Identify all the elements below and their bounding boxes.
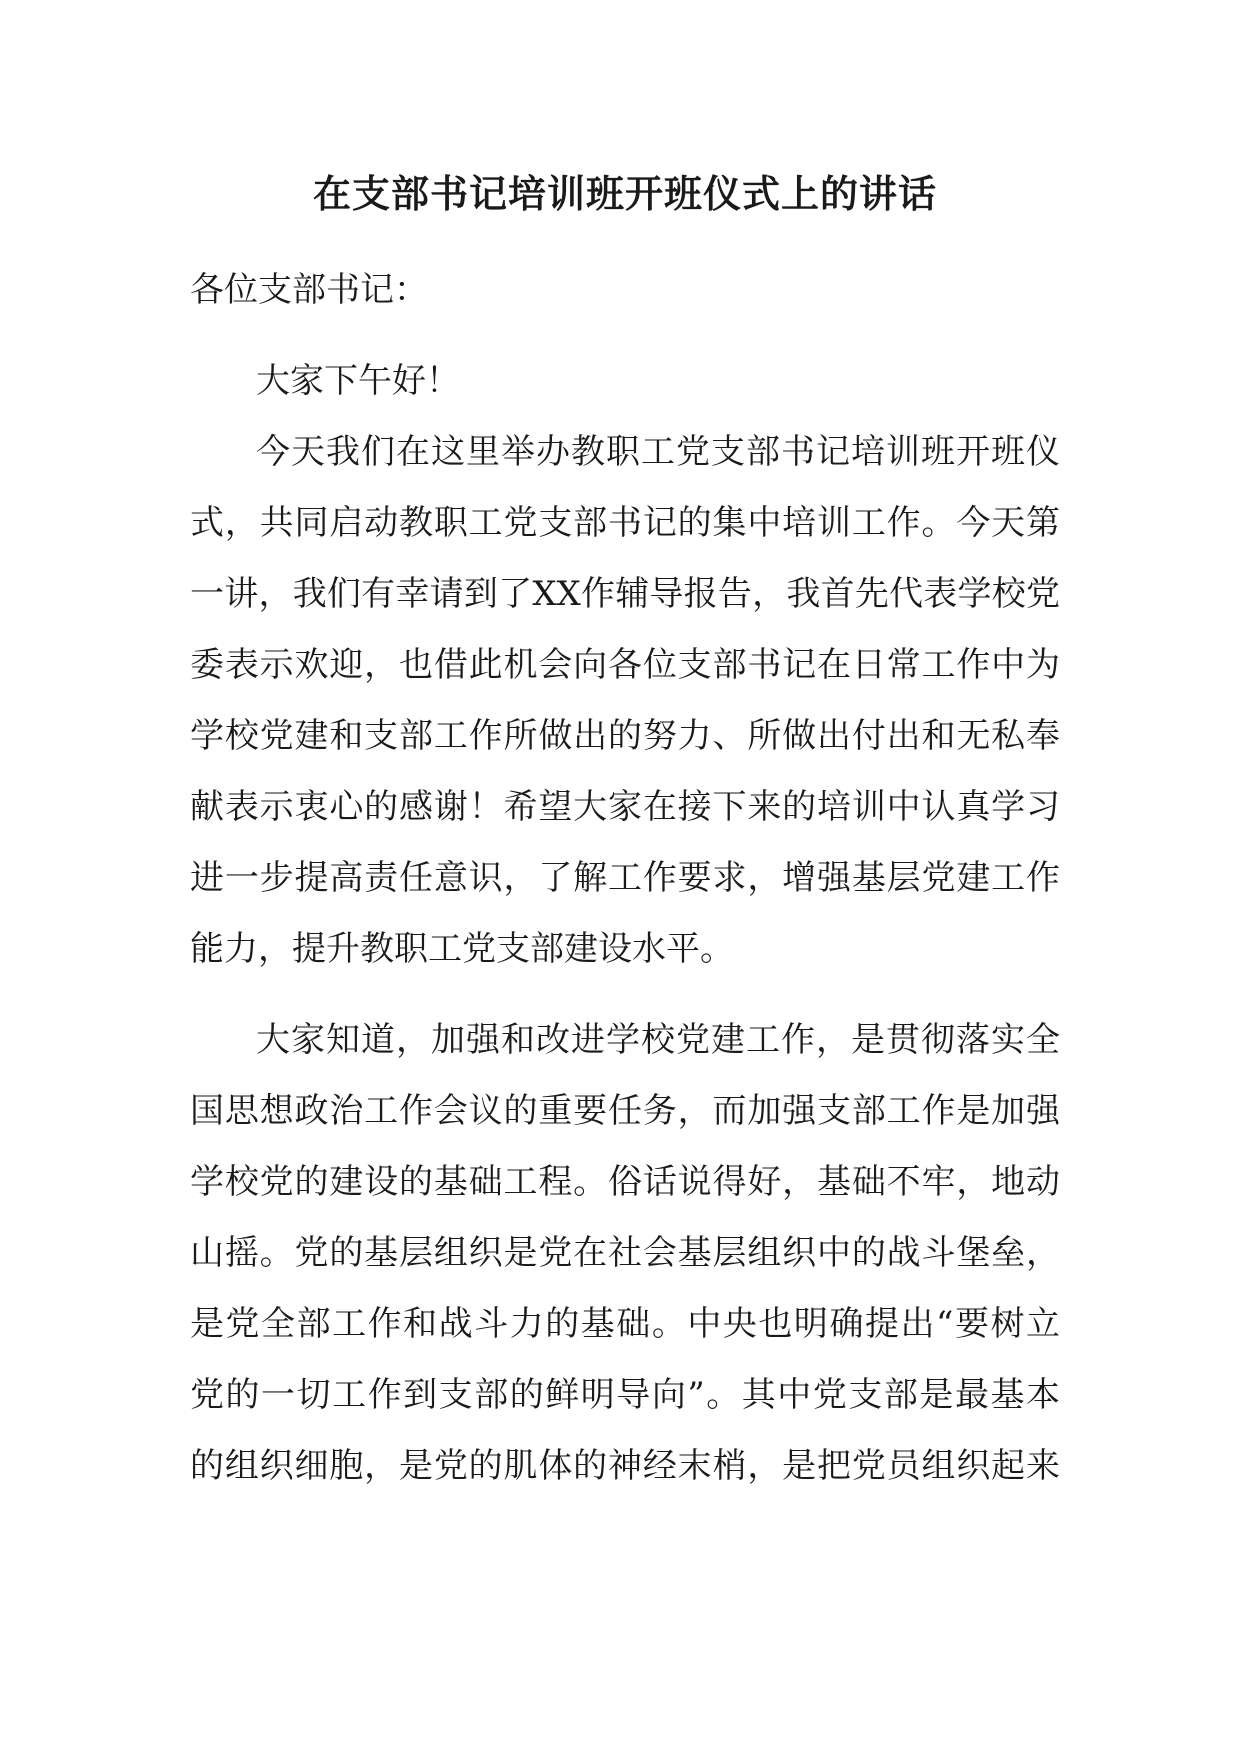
paragraph-line: 今天我们在这里举办教职工党支部书记培训班开班仪 bbox=[256, 432, 1060, 472]
paragraph-line: 的组织细胞，是党的肌体的神经末梢，是把党员组织起来 bbox=[190, 1446, 1060, 1486]
paragraph-line: 国思想政治工作会议的重要任务，而加强支部工作是加强 bbox=[190, 1091, 1060, 1131]
paragraph-line: 式，共同启动教职工党支部书记的集中培训工作。今天第 bbox=[190, 503, 1060, 543]
paragraph-line: 大家知道，加强和改进学校党建工作，是贯彻落实全 bbox=[256, 1020, 1060, 1060]
paragraph-line: 能力，提升教职工党支部建设水平。 bbox=[190, 929, 734, 969]
greeting: 大家下午好！ bbox=[256, 361, 460, 401]
paragraph-line: 是党全部工作和战斗力的基础。中央也明确提出“要树立 bbox=[190, 1304, 1060, 1344]
paragraph-line: 一讲，我们有幸请到了XX作辅导报告，我首先代表学校党 bbox=[190, 574, 1060, 614]
paragraph-line: 进一步提高责任意识，了解工作要求，增强基层党建工作 bbox=[190, 858, 1060, 898]
salutation: 各位支部书记： bbox=[190, 270, 428, 310]
document-title: 在支部书记培训班开班仪式上的讲话 bbox=[312, 171, 937, 216]
paragraph-line: 献表示衷心的感谢！希望大家在接下来的培训中认真学习 bbox=[190, 787, 1060, 827]
paragraph-line: 学校党的建设的基础工程。俗话说得好，基础不牢，地动 bbox=[190, 1162, 1060, 1202]
paragraph-line: 山摇。党的基层组织是党在社会基层组织中的战斗堡垒， bbox=[190, 1233, 1060, 1273]
paragraph-line: 党的一切工作到支部的鲜明导向”。其中党支部是最基本 bbox=[190, 1375, 1060, 1415]
paragraph-line: 委表示欢迎，也借此机会向各位支部书记在日常工作中为 bbox=[190, 645, 1060, 685]
paragraph-line: 学校党建和支部工作所做出的努力、所做出付出和无私奉 bbox=[190, 716, 1060, 756]
